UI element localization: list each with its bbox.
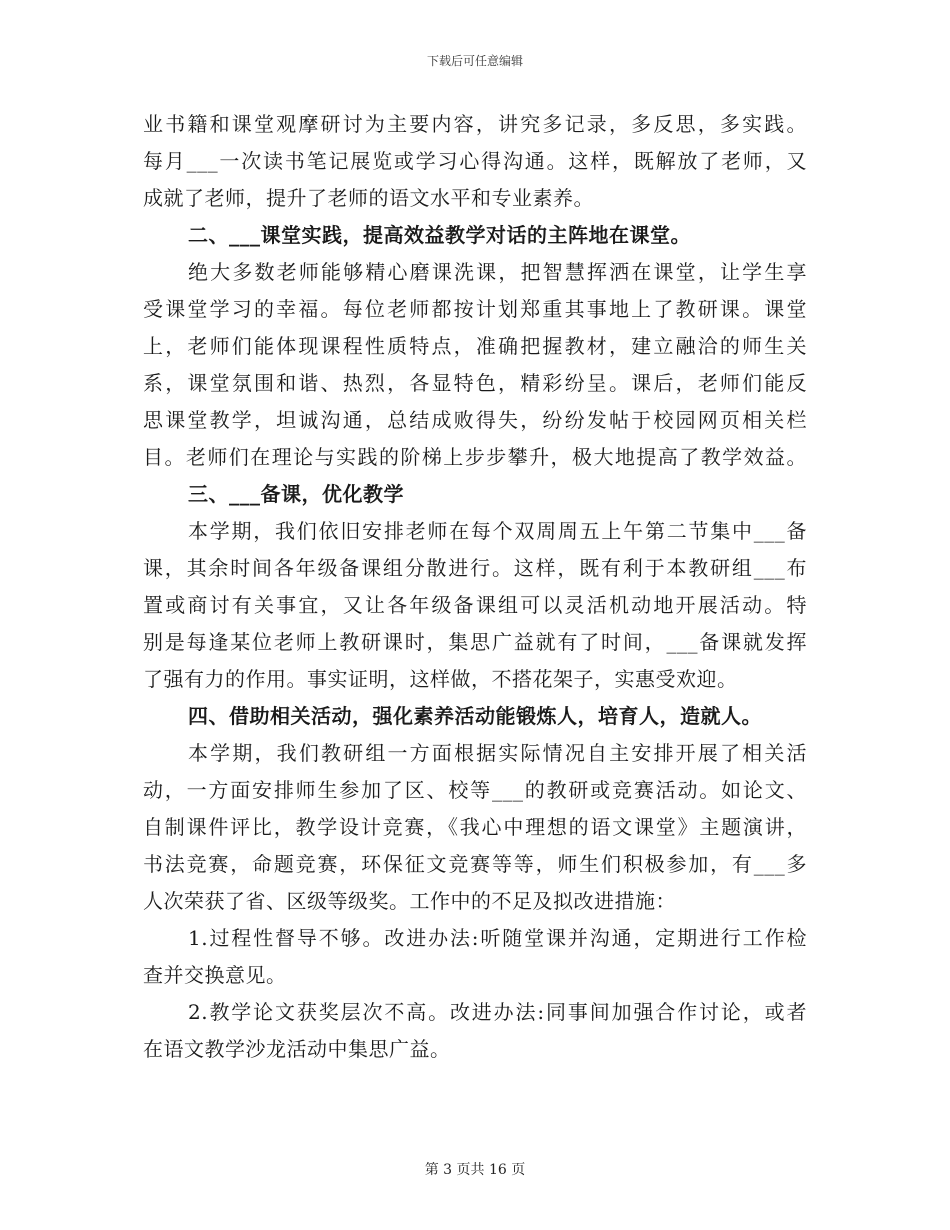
list-item-2-continuation: 在语文教学沙龙活动中集思广益。 (143, 1037, 451, 1061)
section-heading-2: 二、___课堂实践，提高效益教学对话的主阵地在课堂。 (188, 223, 691, 247)
list-item-1-continuation: 查并交换意见。 (143, 963, 287, 987)
paragraph-line: 受课堂学习的幸福。每位老师都按计划郑重其事地上了教研课。课堂 (143, 297, 807, 321)
paragraph-line: 绝大多数老师能够精心磨课洗课，把智慧挥洒在课堂，让学生享 (188, 260, 807, 284)
paragraph-line: 别是每逢某位老师上教研课时，集思广益就有了时间，___备课就发挥 (143, 630, 807, 654)
paragraph-line: 成就了老师，提升了老师的语文水平和专业素养。 (143, 186, 594, 210)
paragraph-line: 了强有力的作用。事实证明，这样做，不搭花架子，实惠受欢迎。 (143, 667, 738, 691)
page-footer: 第 3 页共 16 页 (424, 1162, 526, 1178)
paragraph-line: 上，老师们能体现课程性质特点，准确把握教材，建立融洽的师生关 (143, 334, 807, 358)
paragraph-line: 置或商讨有关事宜，又让各年级备课组可以灵活机动地开展活动。特 (143, 593, 807, 617)
paragraph-line: 业书籍和课堂观摩研讨为主要内容，讲究多记录，多反思，多实践。 (143, 112, 807, 136)
list-item-2: 2.教学论文获奖层次不高。改进办法:同事间加强合作讨论，或者 (188, 1000, 807, 1024)
paragraph-line: 自制课件评比，教学设计竞赛，《我心中理想的语文课堂》主题演讲， (143, 815, 807, 839)
page-header: 下载后可任意编辑 (426, 54, 523, 68)
document-body (143, 106, 807, 1068)
section-heading-3: 三、___备课，优化教学 (188, 482, 404, 506)
paragraph-line: 动，一方面安排师生参加了区、校等___的教研或竞赛活动。如论文、 (143, 778, 807, 802)
section-heading-4: 四、借助相关活动，强化素养活动能锻炼人，培育人，造就人。 (188, 704, 762, 728)
paragraph-line: 思课堂教学，坦诚沟通，总结成败得失，纷纷发帖于校园网页相关栏 (143, 408, 807, 432)
paragraph-line: 每月___一次读书笔记展览或学习心得沟通。这样，既解放了老师，又 (143, 149, 807, 173)
paragraph-line: 本学期，我们教研组一方面根据实际情况自主安排开展了相关活 (188, 741, 807, 765)
paragraph-line: 书法竞赛，命题竞赛，环保征文竞赛等等，师生们积极参加，有___多 (143, 852, 807, 876)
paragraph-line: 系，课堂氛围和谐、热烈，各显特色，精彩纷呈。课后，老师们能反 (143, 371, 807, 395)
paragraph-line: 课，其余时间各年级备课组分散进行。这样，既有利于本教研组___布 (143, 556, 807, 580)
paragraph-line: 人次荣获了省、区级等级奖。工作中的不足及拟改进措施： (143, 889, 676, 913)
paragraph-line: 目。老师们在理论与实践的阶梯上步步攀升，极大地提高了教学效益。 (143, 445, 807, 469)
list-item-1: 1.过程性督导不够。改进办法:听随堂课并沟通，定期进行工作检 (188, 926, 807, 950)
paragraph-line: 本学期，我们依旧安排老师在每个双周周五上午第二节集中___备 (188, 519, 807, 543)
